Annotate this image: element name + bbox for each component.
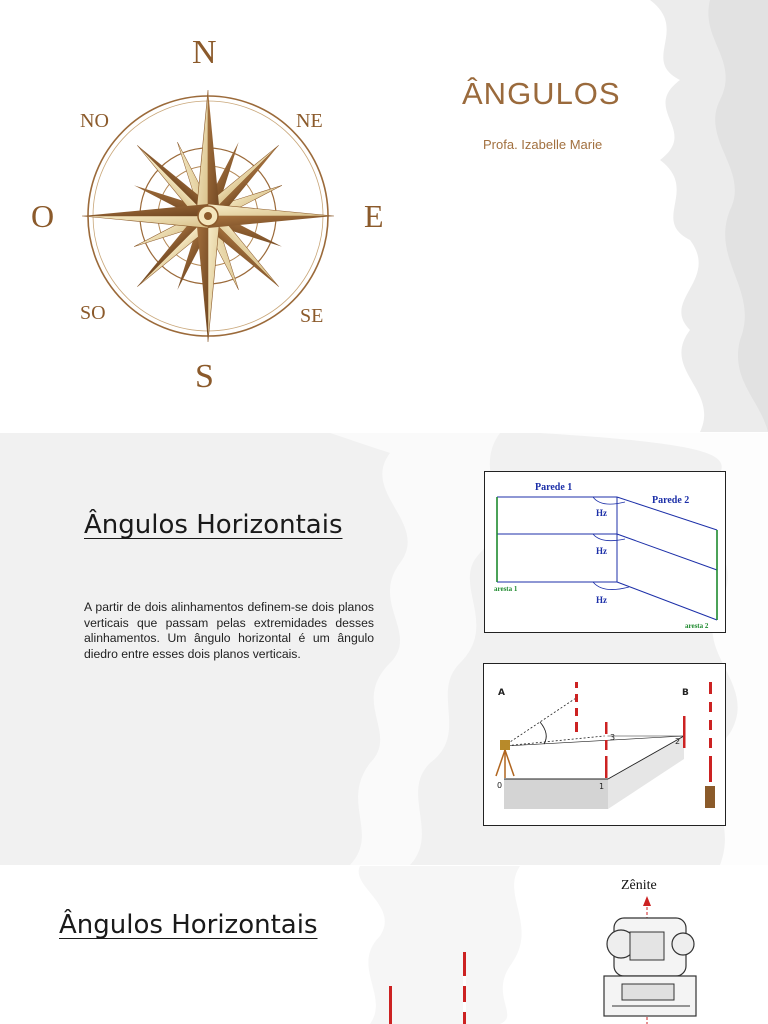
slide-horizontal-angles-2 [0, 866, 768, 1024]
point-0-label: 0 [497, 781, 503, 790]
edge1-label: aresta 1 [494, 585, 518, 593]
point-b-label: B [682, 688, 689, 698]
section-title: Ângulos Horizontais [84, 510, 343, 540]
hz-label-top: Hz [596, 508, 607, 518]
compass-label-northwest: NO [80, 110, 109, 132]
point-3-label: 3 [610, 733, 616, 742]
compass-label-south: S [195, 358, 214, 395]
point-a-label: A [498, 688, 505, 698]
slide-title-text: ÂNGULOS [462, 76, 621, 111]
wall1-label: Parede 1 [535, 482, 573, 493]
hz-label-bottom: Hz [596, 595, 607, 605]
slide-horizontal-angles [0, 433, 768, 865]
description-paragraph: A partir de dois alinhamentos definem-se dois planos verticais que passam pelas extremidades desses alinhamentos. Um ângulo horizontal é um ângulo diedro entre esses dois planos verticais. [84, 600, 374, 661]
slide-title [0, 0, 768, 432]
survey-field-figure [483, 663, 726, 826]
point-1-label: 1 [599, 782, 605, 791]
compass-label-southeast: SE [300, 305, 324, 327]
dihedral-angle-figure [484, 471, 726, 633]
zenith-label: Zênite [621, 878, 657, 893]
section-title: Ângulos Horizontais [59, 910, 318, 940]
compass-label-southwest: SO [80, 302, 106, 324]
compass-label-east: E [364, 198, 384, 234]
wall2-label: Parede 2 [652, 495, 690, 506]
hz-label-mid: Hz [596, 546, 607, 556]
author-subtitle: Profa. Izabelle Marie [483, 137, 603, 152]
compass-label-northeast: NE [296, 110, 323, 132]
compass-label-north: N [192, 34, 217, 71]
edge2-label: aresta 2 [685, 622, 709, 630]
point-2-label: 2 [675, 737, 681, 746]
compass-label-west: O [31, 198, 55, 234]
